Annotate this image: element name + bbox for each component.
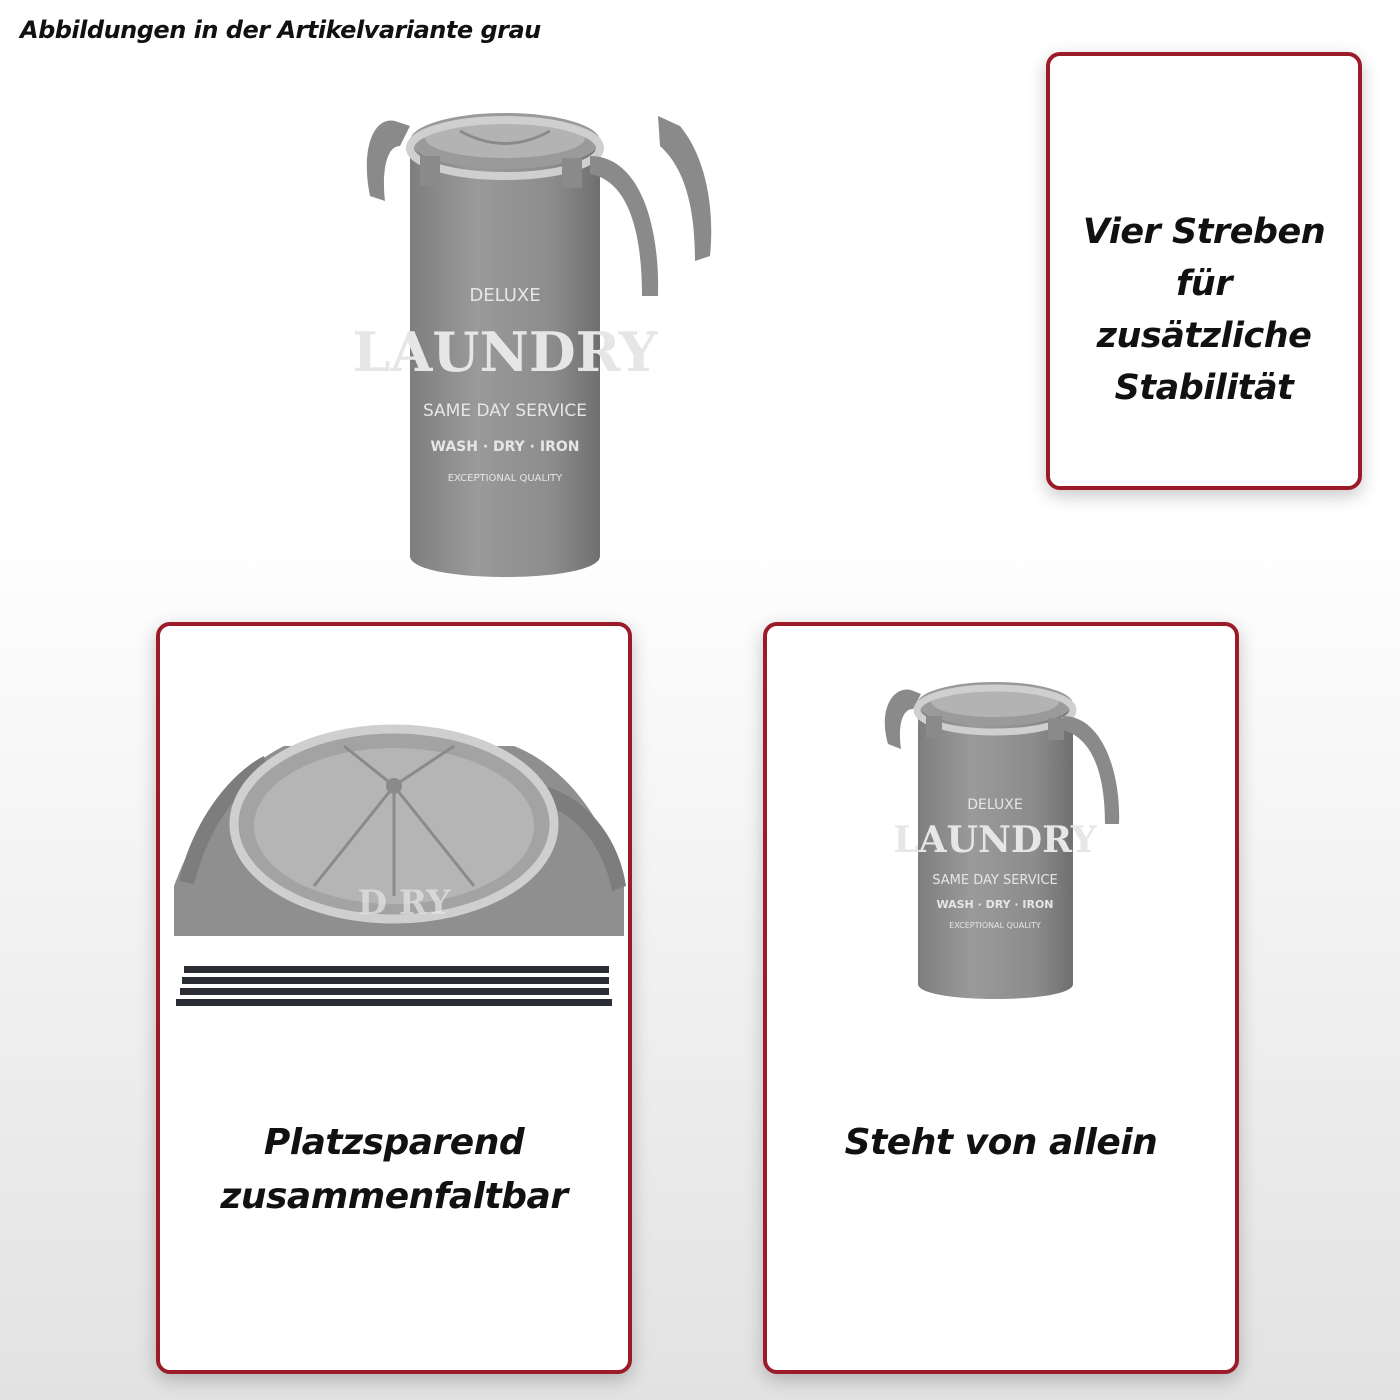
laundry-print: LAUNDRY xyxy=(352,320,658,384)
laundry-basket-image xyxy=(340,86,658,606)
deluxe-print-small: DELUXE xyxy=(967,797,1023,813)
foldable-card xyxy=(156,622,632,1374)
foldable-text: Platzsparend zusammenfaltbar xyxy=(220,1122,568,1217)
freestanding-card xyxy=(763,622,1239,1374)
stability-card xyxy=(1046,52,1362,490)
deluxe-print: DELUXE xyxy=(469,285,541,306)
quality-print: EXCEPTIONAL QUALITY xyxy=(447,473,563,484)
struts-image xyxy=(174,964,614,1012)
standing-basket-image xyxy=(863,664,1133,1024)
service-print: SAME DAY SERVICE xyxy=(422,401,588,421)
wash-print-small: WASH · DRY · IRON xyxy=(936,898,1054,911)
stability-text: Vier Streben für zusätzliche Stabilität xyxy=(1082,212,1326,408)
header-note: Abbildungen in der Artikelvariante grau xyxy=(20,16,541,44)
quality-print-small: EXCEPTIONAL QUALITY xyxy=(949,921,1041,930)
freestanding-text: Steht von allein xyxy=(844,1122,1158,1163)
folded-print: D RY xyxy=(357,883,451,923)
laundry-print-small: LAUNDRY xyxy=(893,819,1097,861)
service-print-small: SAME DAY SERVICE xyxy=(932,873,1058,888)
wash-print: WASH · DRY · IRON xyxy=(430,439,580,455)
